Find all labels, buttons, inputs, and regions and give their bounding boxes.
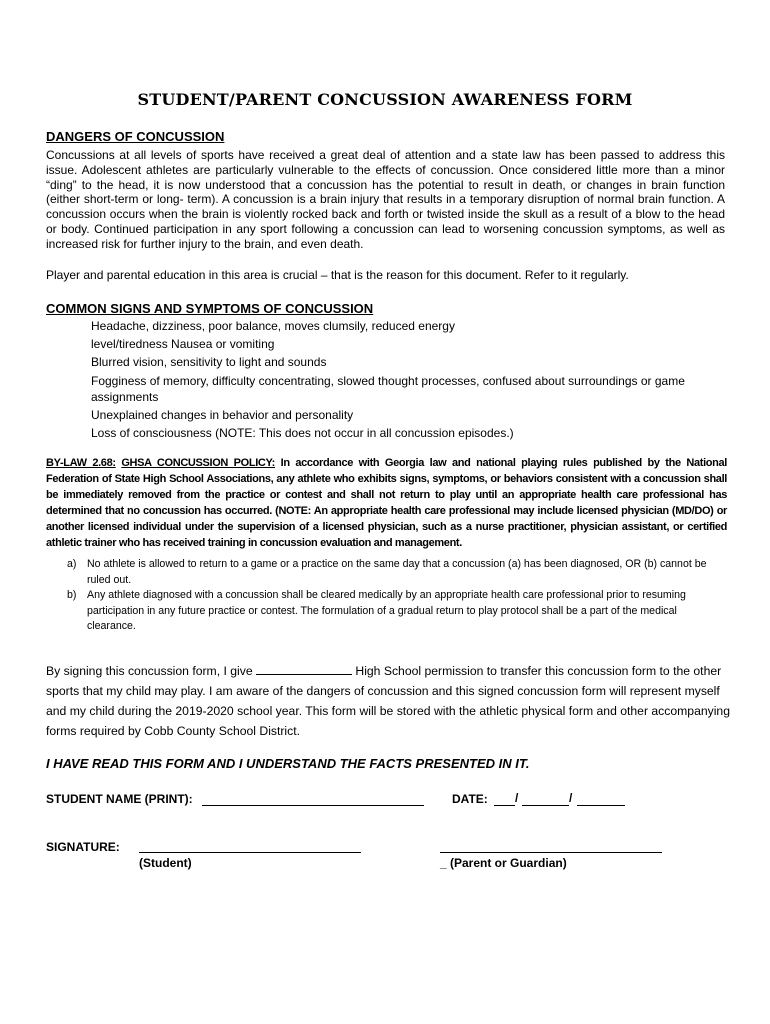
symptom-item: Loss of consciousness (NOTE: This does not occur in all concussion episodes.)	[91, 425, 514, 440]
rule-item	[67, 557, 707, 588]
date-month-field[interactable]	[494, 805, 515, 806]
student-signature-caption: (Student)	[139, 856, 192, 870]
acknowledgement-statement: I HAVE READ THIS FORM AND I UNDERSTAND THE FACTS PRESENTED IN IT.	[46, 756, 530, 771]
bylaw-text: In accordance with Georgia law and national playing rules published by the National Federation of State High School Associations, any athlete who exhibits signs, symptoms, or behaviors consistent with a concussion shall be immediately removed from the practice or contest and shall not return to play until an appropriate health care professional has determined that no concussion has occurred. (NOTE: An appropriate health care professional may include licensed physician (MD/DO) or another licensed individual under the supervision of a licensed physician, such as a nurse practitioner, physician assistant, or certified athletic trainer who has received training in concussion evaluation and management.	[46, 457, 727, 549]
signature-label: SIGNATURE:	[46, 840, 120, 854]
education-note: Player and parental education in this area is crucial – that is the reason for this document. Refer to it regularly.	[46, 268, 629, 282]
bylaw-paragraph	[46, 455, 727, 551]
symptoms-list	[91, 318, 711, 443]
dangers-heading: DANGERS OF CONCUSSION	[46, 129, 225, 144]
student-name-field[interactable]	[202, 805, 424, 806]
date-year-field[interactable]	[577, 805, 625, 806]
symptom-item: Fogginess of memory, difficulty concentrating, slowed thought processes, confused about surroundings or game assignments	[91, 373, 685, 404]
bylaw-ref: BY-LAW 2.68:	[46, 457, 116, 469]
rule-item	[67, 588, 707, 635]
date-day-field[interactable]	[522, 805, 569, 806]
return-to-play-rules	[67, 557, 707, 635]
consent-text-after: High School permission to transfer this concussion form to the other sports that my child may play. I am aware of the dangers of concussion and this signed concussion form will represent myself and my child during the 2019-2020 school year. This form will be stored with the athletic physical form and other accompanying forms required by Cobb County School District.	[46, 664, 730, 738]
rule-label: b)	[67, 589, 77, 602]
date-separator: /	[569, 791, 573, 805]
rule-text: No athlete is allowed to return to a game or a practice on the same day that a concussion (a) has been diagnosed, OR (b) cannot be ruled out.	[87, 558, 707, 586]
form-title: STUDENT/PARENT CONCUSSION AWARENESS FORM	[137, 90, 633, 109]
bylaw-policy-title: GHSA CONCUSSION POLICY:	[121, 457, 275, 469]
parent-signature-caption: _ (Parent or Guardian)	[440, 856, 567, 870]
student-name-label: STUDENT NAME (PRINT):	[46, 792, 193, 806]
consent-text-before: By signing this concussion form, I give	[46, 664, 256, 678]
student-signature-field[interactable]	[139, 852, 361, 853]
symptoms-heading: COMMON SIGNS AND SYMPTOMS OF CONCUSSION	[46, 301, 374, 316]
rule-label: a)	[67, 558, 77, 570]
symptom-item: Headache, dizziness, poor balance, moves clumsily, reduced energy	[91, 319, 455, 333]
parent-signature-field[interactable]	[440, 852, 662, 853]
date-separator: /	[515, 791, 519, 805]
date-label: DATE:	[452, 792, 488, 806]
symptom-item: level/tiredness Nausea or vomiting	[91, 337, 275, 352]
consent-paragraph	[46, 661, 736, 741]
symptom-item: Unexplained changes in behavior and personality	[91, 407, 354, 422]
high-school-name-field[interactable]	[256, 662, 352, 675]
rule-text: Any athlete diagnosed with a concussion shall be cleared medically by an appropriate health care professional prior to resuming participation in any future practice or contest. The formulation of a gradual return to play protocol shall be a part of the medical clearance.	[87, 589, 686, 633]
symptom-item: Blurred vision, sensitivity to light and sounds	[91, 355, 327, 370]
dangers-paragraph: Concussions at all levels of sports have received a great deal of attention and a state law has been passed to address this issue. Adolescent athletes are particularly vulnerable to the effects of concussion. Once considered little more than a minor “ding” to the head, it is now understood that a concussion has the potential to result in death, or changes in brain function (either short-term or long- term). A concussion is a brain injury that results in a temporary disruption of normal brain function. A concussion occurs when the brain is violently rocked back and forth or twisted inside the skull as a result of a blow to the head or body. Continued participation in any sport following a concussion can lead to worsening concussion symptoms, as well as increased risk for further injury to the brain, and even death.	[46, 148, 725, 251]
